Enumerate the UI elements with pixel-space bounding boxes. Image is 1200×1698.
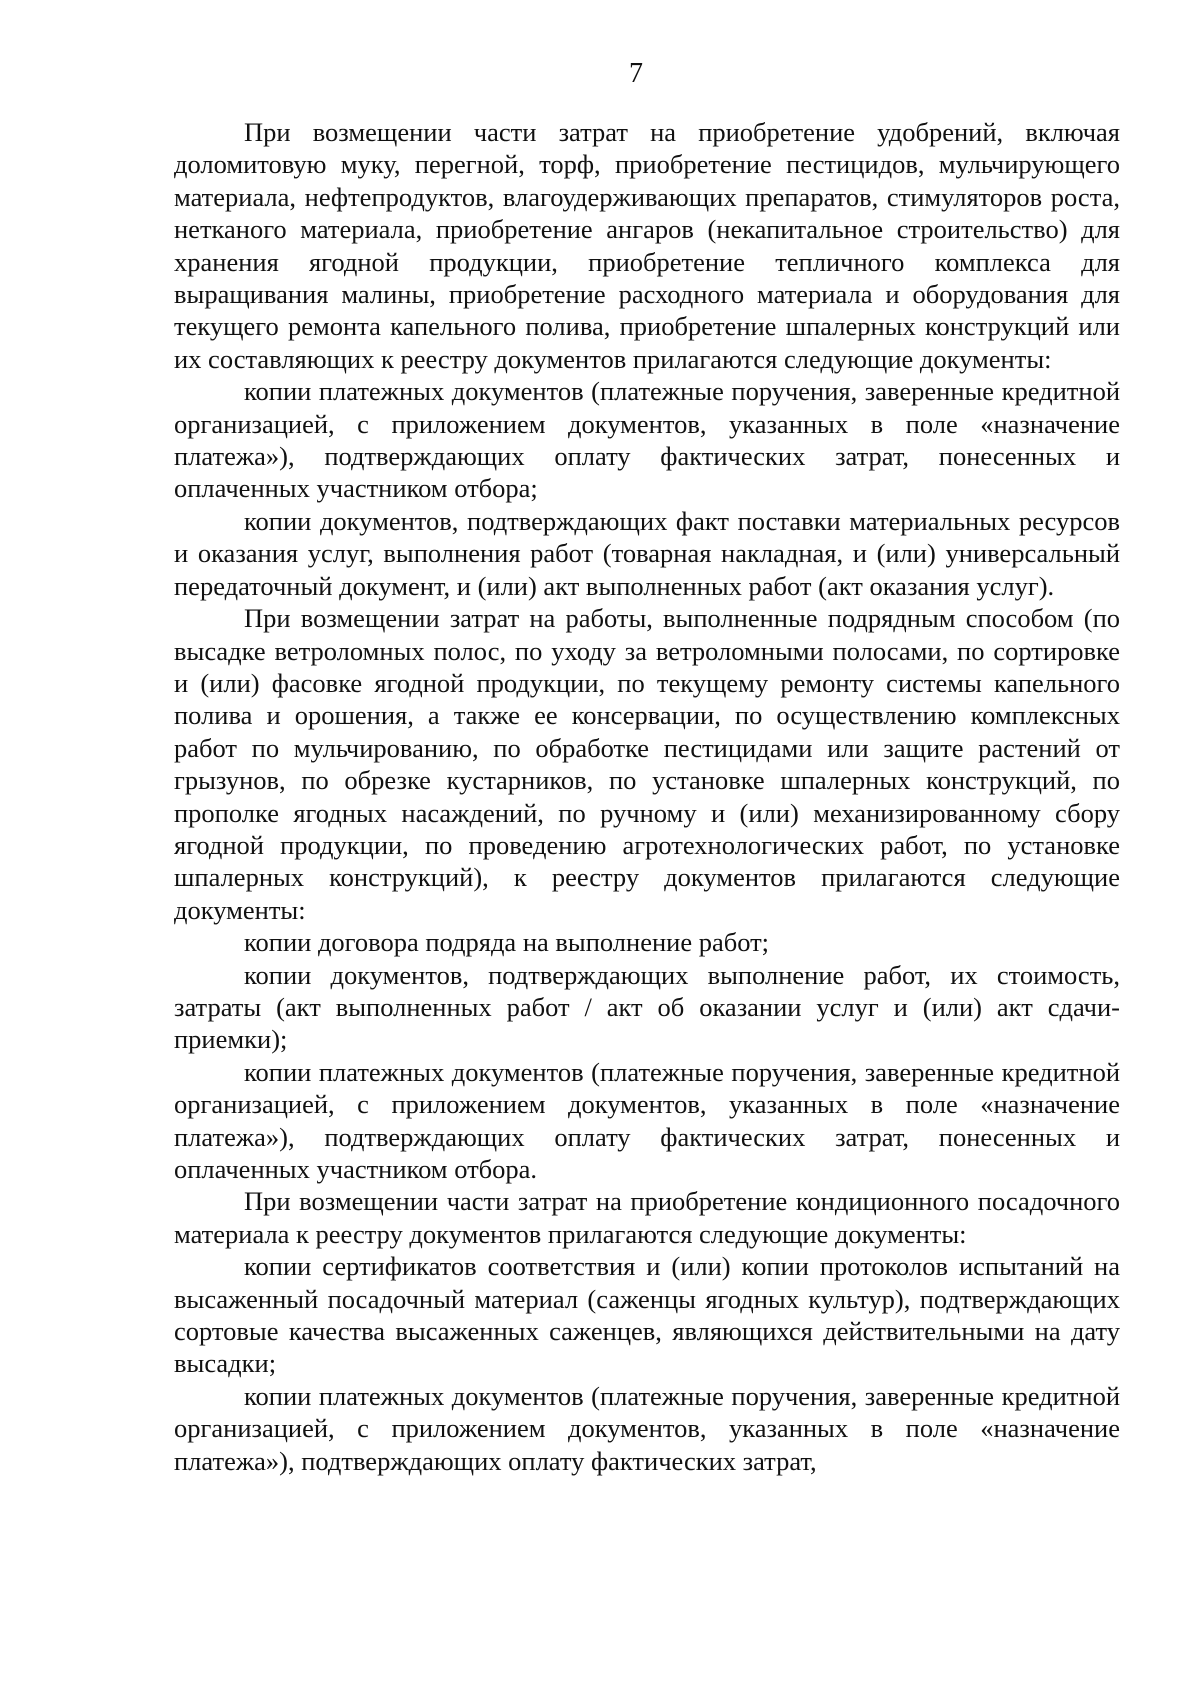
paragraph-contract-works: При возмещении затрат на работы, выполненные подрядным способом (по высадке ветроломных полос, по уходу за ветроломными полосами, по сортировке и (или) фасовке ягодной продукции, по текущему ремонту системы капельного полива и орошения, а также ее консервации, по осуществлению комплексных работ по мульчированию, по обработке пестицидами или защите растений от грызунов, по обрезке кустарников, по установке шпалерных конструкций, по прополке ягодных насаждений, по ручному и (или) механизированному сбору ягодной продукции, по проведению агротехнологических работ, по установке шпалерных конструкций), к реестру документов прилагаются следующие документы: [174,603,1120,925]
paragraph-contract-copies: копии договора подряда на выполнение работ; [244,927,770,958]
paragraph-payment-documents: копии платежных документов (платежные поручения, заверенные кредитной организацией, с приложением документов, указанных в поле «назначение платежа»), подтверждающих оплату фактических затрат, понесенных и оплаченных участником отбора. [174,1056,1120,1184]
paragraph-certificates: копии сертификатов соответствия и (или) копии протоколов испытаний на высаженный посадочный материал (саженцы ягодных культур), подтверждающих сортовые качества высаженных саженцев, являющихся действительными на дату высадки; [174,1251,1120,1379]
page-number: 7 [629,58,643,89]
paragraph-work-completion-documents: копии документов, подтверждающих выполнение работ, их стоимость, затраты (акт выполненных работ / акт об оказании услуг и (или) акт сдачи-приемки); [174,959,1120,1055]
paragraph-payment-documents: копии платежных документов (платежные поручения, заверенные кредитной организацией, с приложением документов, указанных в поле «назначение платежа»), подтверждающих оплату фактических затрат, [174,1380,1120,1476]
paragraph-delivery-documents: копии документов, подтверждающих факт поставки материальных ресурсов и оказания услуг, выполнения работ (товарная накладная, и (или) универсальный передаточный документ, и (или) акт выполненных работ (акт оказания услуг). [174,505,1120,601]
paragraph-planting-material: При возмещении части затрат на приобретение кондиционного посадочного материала к реестру документов прилагаются следующие документы: [174,1186,1120,1249]
document-body [174,116,1120,1477]
paragraph-payment-documents: копии платежных документов (платежные поручения, заверенные кредитной организацией, с приложением документов, указанных в поле «назначение платежа»), подтверждающих оплату фактических затрат, понесенных и оплаченных участником отбора; [174,376,1120,504]
paragraph-fertilizer-costs: При возмещении части затрат на приобретение удобрений, включая доломитовую муку, перегной, торф, приобретение пестицидов, мульчирующего материала, нефтепродуктов, влагоудерживающих препаратов, стимуляторов роста, нетканого материала, приобретение ангаров (некапитальное строительство) для хранения ягодной продукции, приобретение тепличного комплекса для выращивания малины, приобретение расходного материала и оборудования для текущего ремонта капельного полива, приобретение шпалерных конструкций или их составляющих к реестру документов прилагаются следующие документы: [174,117,1120,374]
